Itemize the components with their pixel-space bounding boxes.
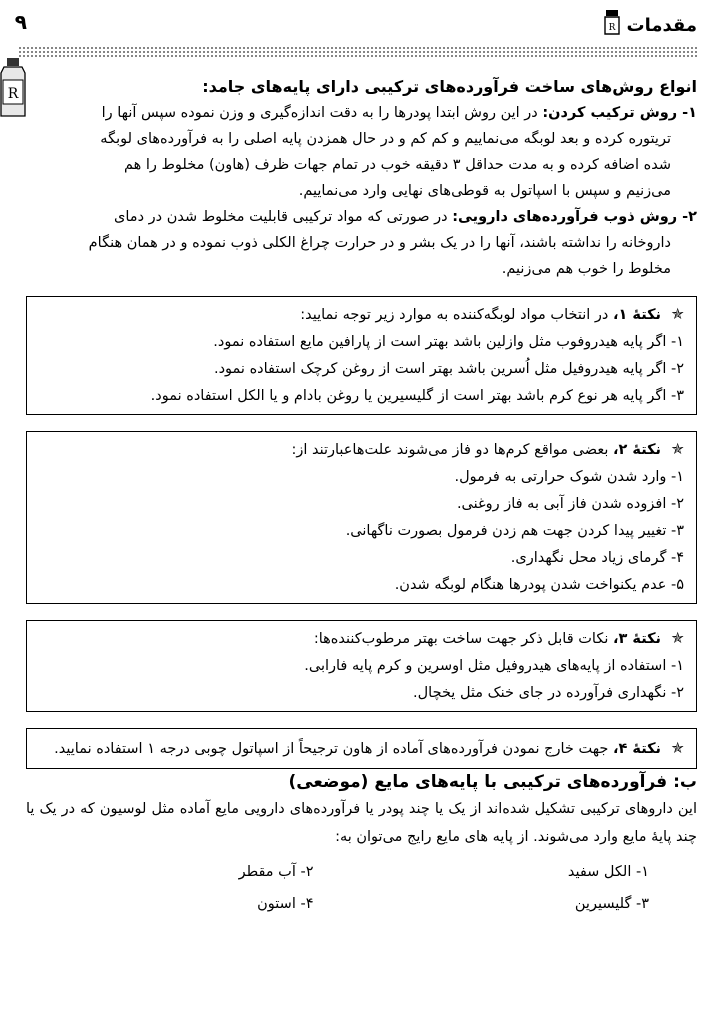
star-icon: ✯ — [671, 305, 684, 323]
note-4-text: جهت خارج نمودن فرآورده‌های آماده از هاون ترجیحاً از اسپاتول چوبی درجه ۱ استفاده نمایید. — [54, 741, 613, 757]
method-2-lead: ۲- روش ذوب فرآورده‌های دارویی: — [452, 209, 697, 225]
page-header — [14, 10, 698, 40]
note-3-text: نکات قابل ذکر جهت ساخت بهتر مرطوب‌کننده‌ها: — [313, 631, 613, 647]
section-b-title: ب: فرآورده‌های ترکیبی با پایه‌های مایع (موضعی) — [288, 772, 697, 792]
star-icon: ✯ — [671, 629, 684, 647]
chapter-title: مقدمات — [626, 14, 697, 36]
note-1-item: ۲- اگر پایه هیدروفیل مثل اُسرین باشد بهتر است از روغن کرچک استفاده نمود. — [213, 361, 684, 377]
note-1-box — [26, 296, 697, 415]
note-2-item: ۴- گرمای زیاد محل نگهداری. — [510, 550, 684, 566]
note-1-lead: نکتهٔ ۱، — [612, 307, 661, 323]
list-item: ۴- استون — [257, 896, 314, 912]
svg-text:R: R — [608, 23, 615, 33]
note-1-text: در انتخاب مواد لوبگه‌کننده به موارد زیر توجه نمایید: — [300, 307, 613, 323]
section-a-heading: انواع روش‌های ساخت فرآورده‌های ترکیبی دارای پایه‌های جامد: — [202, 77, 697, 96]
method-2-line: داروخانه را نداشته باشند، آنها را در یک بشر و در حرارت چراغ الکلی ذوب نموده و در همان هنگام — [88, 235, 671, 251]
rx-bottle-icon — [0, 58, 26, 122]
list-item: ۱- الکل سفید — [567, 864, 649, 880]
note-3-item: ۱- استفاده از پایه‌های هیدروفیل مثل اوسرین و کرم پایه فارابی. — [304, 658, 684, 674]
svg-text:R: R — [7, 86, 19, 102]
note-3-item: ۲- نگهداری فرآورده در جای خنک مثل یخچال. — [413, 685, 684, 701]
note-3-box — [26, 620, 697, 712]
method-1-lead: ۱- روش ترکیب کردن: — [542, 105, 697, 121]
header-divider — [18, 46, 697, 58]
section-b-paragraph: این داروهای ترکیبی تشکیل شده‌اند از یک یا چند پودر یا فرآورده‌های دارویی مایع آماده مثل لوسیون که در یک یا چند پایهٔ مایع وارد می‌شوند. از پایه های مایع رایج می‌توان به: — [26, 801, 697, 845]
method-2 — [26, 204, 697, 230]
note-2-item: ۵- عدم یکنواخت شدن پودرها هنگام لوبگه شدن. — [394, 577, 684, 593]
list-item: ۲- آب مقطر — [238, 864, 314, 880]
note-2-item: ۱- وارد شدن شوک حرارتی به فرمول. — [454, 469, 684, 485]
note-2-lead: نکتهٔ ۲، — [612, 442, 661, 458]
list-item: ۳- گلیسیرین — [574, 896, 649, 912]
method-1 — [26, 100, 697, 126]
note-1-item: ۱- اگر پایه هیدروفوب مثل وازلین باشد بهتر است از پارافین مایع استفاده نمود. — [213, 334, 684, 350]
note-2-box — [26, 431, 697, 604]
method-1-line: تریتوره کرده و بعد لوبگه می‌نماییم و کم کم و در حال همزدن پایه اصلی را به فرآورده‌های لوبگه — [100, 131, 671, 147]
note-2-item: ۲- افزوده شدن فاز آبی به فاز روغنی. — [456, 496, 684, 512]
liquid-bases-list — [26, 859, 697, 885]
method-1-line: شده اضافه کرده و به مدت حداقل ۳ دقیقه خوب در تمام جهات ظرف (هاون) مخلوط را هم — [123, 157, 671, 173]
note-1-item: ۳- اگر پایه هر نوع کرم باشد بهتر است از گلیسیرین یا روغن بادام و یا الکل استفاده نمود. — [150, 388, 684, 404]
main-content — [26, 74, 697, 917]
note-3-lead: نکتهٔ ۳، — [612, 631, 661, 647]
rx-jar-icon — [603, 10, 621, 40]
note-2-text: بعضی مواقع کرم‌ها دو فاز می‌شوند علت‌هاعبارتند از: — [291, 442, 613, 458]
star-icon: ✯ — [671, 440, 684, 458]
liquid-bases-list — [26, 891, 697, 917]
method-2-line: مخلوط را خوب هم می‌زنیم. — [501, 261, 671, 277]
star-icon: ✯ — [671, 739, 684, 757]
method-1-line: می‌زنیم و سپس با اسپاتول به قوطی‌های نهایی وارد می‌نماییم. — [298, 183, 671, 199]
note-4-box — [26, 728, 697, 769]
page-number: ۹ — [14, 10, 27, 34]
method-2-text: در صورتی که مواد ترکیبی قابلیت مخلوط شدن در دمای — [114, 209, 453, 225]
note-2-item: ۳- تغییر پیدا کردن جهت هم زدن فرمول بصورت ناگهانی. — [345, 523, 684, 539]
method-1-text: در این روش ابتدا پودرها را به دقت اندازه‌گیری و وزن نموده سپس آنها را — [101, 105, 543, 121]
note-4-lead: نکتهٔ ۴، — [612, 741, 661, 757]
